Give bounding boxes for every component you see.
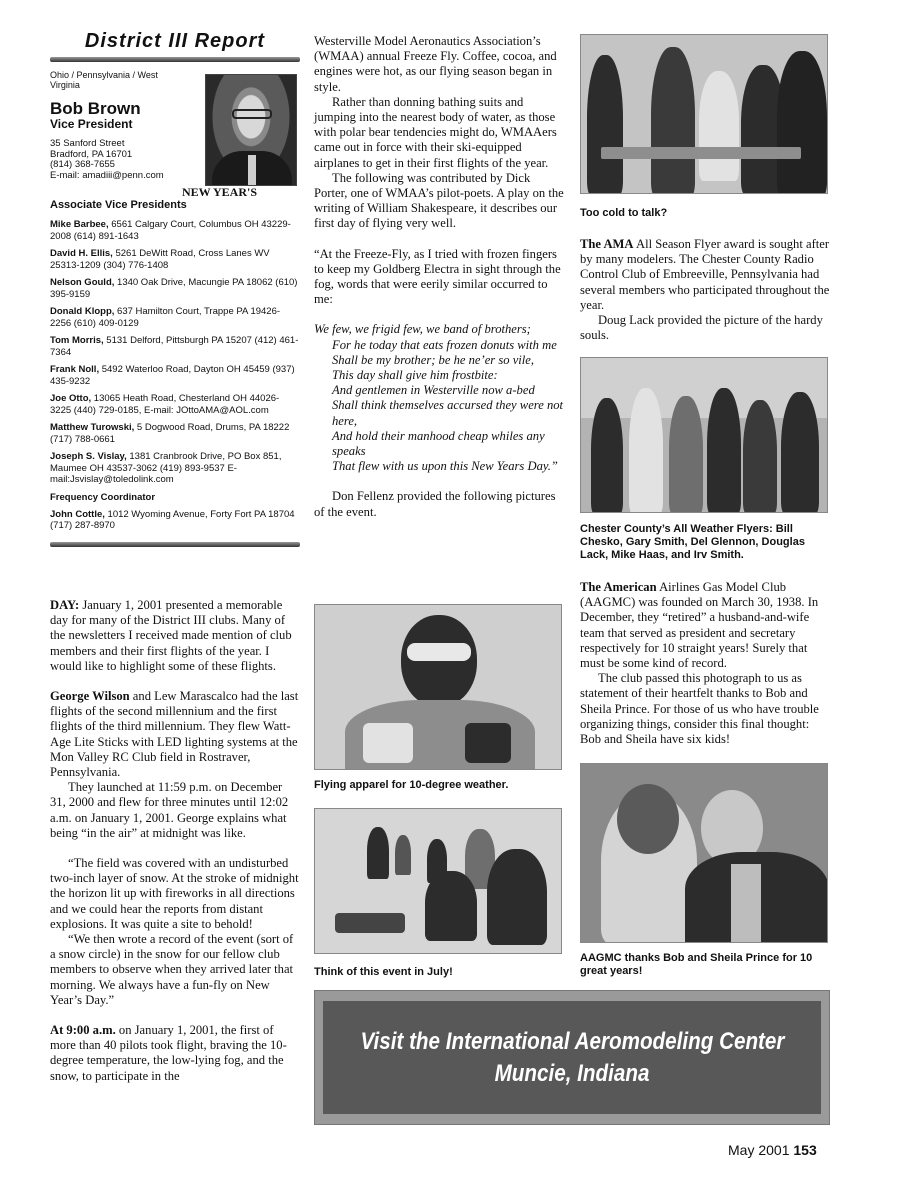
page-number: 153 — [793, 1142, 817, 1158]
ad-banner-inner — [323, 1001, 821, 1114]
paragraph — [580, 237, 832, 313]
associate-info: 5492 Waterloo Road, Dayton OH 45459 (937) 435-9232 — [50, 364, 295, 387]
poem-line: This day shall give him frostbite: — [332, 368, 498, 383]
jacket-panel-shape — [465, 723, 511, 763]
person-shape — [777, 51, 827, 194]
poem-line: And gentlemen in Westerville now a-bed — [332, 383, 535, 398]
column-3-text-top — [580, 237, 832, 343]
photo-too-cold — [580, 34, 828, 194]
paragraph: “The field was covered with an undisturbed two-inch layer of snow. At the stroke of midnight the horizon lit up with fireworks in all directions and we could hear the reports from distant explosions. It was quite a site to behold! — [50, 856, 299, 931]
associate-entry — [50, 248, 300, 271]
associate-info: 1012 Wyoming Avenue, Forty Fort PA 18704 (717) 287-8970 — [50, 508, 295, 531]
paragraph: “We then wrote a record of the event (sort of a snow circle) in the snow for our fellow club members to observe when they arrived later that morning. We always have a fun-fly on New Year’s Day.” — [50, 932, 294, 1007]
paragraph: Westerville Model Aeronautics Association’s (WMAA) annual Freeze Fly. Coffee, cocoa, and engines were hot, as our flying season began in style. — [314, 34, 557, 94]
paragraph-text: and Lew Marascalco had the last flights of the second millennium and the first flights of the third millennium. They flew Watt-Age Lite Sticks with LED lighting systems at the Mon Valley RC Club field in Rostraver, Pennsylvania. — [50, 689, 299, 780]
caption-snow-event: Think of this event in July! — [314, 966, 453, 978]
paragraph: “At the Freeze-Fly, as I tried with frozen fingers to keep my Goldberg Electra in sight through the fog, words that were eerily similar occurred to me: — [314, 246, 561, 307]
paragraph: Doug Lack provided the picture of the hardy souls. — [580, 313, 823, 343]
frequency-coordinator — [50, 509, 300, 532]
person-shape — [743, 400, 777, 513]
associate-name: David H. Ellis, — [50, 248, 113, 259]
associate-info: 637 Hamilton Court, Trappe PA 19426-2256 (610) 409-0129 — [50, 306, 281, 329]
lead-in: DAY: — [50, 598, 80, 612]
associate-name: Frank Noll, — [50, 364, 100, 375]
address-email: E-mail: amadiii@penn.com — [50, 169, 164, 181]
associate-entry — [50, 422, 300, 445]
jacket-panel-shape — [363, 723, 413, 763]
associate-entry — [50, 335, 300, 358]
photo-bob-sheila — [580, 763, 828, 943]
paragraph — [50, 598, 300, 674]
report-title: District III Report — [84, 30, 266, 52]
ad-line-2: Muncie, Indiana — [494, 1059, 650, 1087]
paragraph: Don Fellenz provided the following pictures of the event. — [314, 489, 556, 519]
paragraph-text: January 1, 2001 presented a memorable day for many of the District III clubs. Many of the newsletters I received made mention of club members and their first flights of the year. I would like to highlight some of these flights. — [50, 598, 292, 673]
associate-name: Tom Morris, — [50, 335, 104, 346]
tie-shape — [248, 155, 256, 185]
lead-in: George Wilson — [50, 689, 130, 704]
paragraph: They launched at 11:59 p.m. on December 31, 2000 and flew for three minutes until 12:02 a.m. on January 1, 2001. George explains what being “in the air” at midnight was like. — [50, 780, 289, 840]
person-shape — [487, 849, 547, 945]
region-label: Ohio / Pennsylvania / West Virginia — [50, 70, 158, 90]
associate-entry — [50, 393, 300, 416]
table-shape — [601, 147, 801, 159]
address-line: Bradford, PA 16701 — [50, 148, 133, 160]
poem-line: We few, we frigid few, we band of brothers; — [314, 322, 531, 337]
associate-name: Nelson Gould, — [50, 277, 115, 288]
model-plane-shape — [335, 913, 405, 933]
person-shape — [707, 388, 741, 513]
address-line: (814) 368-7655 — [50, 159, 115, 170]
caption-bob-sheila: AAGMC thanks Bob and Sheila Prince for 10 great years! — [580, 952, 813, 977]
photo-flying-apparel — [314, 604, 562, 770]
article-heading-new-years: NEW YEAR'S — [182, 185, 258, 199]
paragraph — [580, 580, 832, 671]
associate-entry — [50, 277, 300, 300]
goggles-shape — [407, 643, 471, 661]
hood-shape — [401, 615, 477, 707]
person-shape — [669, 396, 703, 513]
vp-title: Vice President — [50, 117, 133, 131]
vp-name: Bob Brown — [50, 99, 141, 118]
frequency-coordinator-heading: Frequency Coordinator — [50, 491, 156, 503]
associate-info: 5261 DeWitt Road, Cross Lanes WV 25313-1209 (304) 776-1408 — [50, 248, 270, 271]
glasses-shape — [232, 109, 272, 119]
hair-shape — [617, 784, 679, 854]
associate-info: 5131 Delford, Pittsburgh PA 15207 (412) 461-7364 — [50, 335, 299, 358]
column-2-text — [314, 34, 564, 520]
associate-name: John Cottle, — [50, 508, 105, 520]
person-shape — [587, 55, 623, 194]
header-rule — [50, 57, 300, 62]
ad-line-1: Visit the International Aeromodeling Center — [360, 1027, 784, 1055]
address-line: 35 Sanford Street — [50, 138, 125, 149]
photo-snow-event — [314, 808, 562, 954]
caption-flying-apparel: Flying apparel for 10-degree weather. — [314, 779, 509, 791]
poem-line: For he today that eats frozen donuts with me — [332, 337, 557, 352]
column-1-text — [50, 598, 300, 1084]
person-shape — [367, 827, 389, 879]
person-shape — [395, 835, 411, 875]
ad-banner[interactable] — [314, 990, 830, 1125]
paragraph: The following was contributed by Dick Porter, one of WMAA’s pilot-poets. A play on the writing of William Shakespeare, it describes our first day of flying very well. — [314, 170, 564, 231]
associate-info: 1340 Oak Drive, Macungie PA 18062 (610) 395-9159 — [50, 277, 298, 300]
vp-portrait-photo — [205, 74, 297, 186]
associate-name: Mike Barbee, — [50, 219, 109, 230]
associate-name: Matthew Turowski, — [50, 422, 135, 433]
poem-line: Shall be my brother; be he ne’er so vile, — [332, 352, 535, 367]
paragraph: Rather than donning bathing suits and jumping into the nearest body of water, as those with polar bear tendencies might do, WMAAers came out in force with their ski-equipped airplanes to get in their first flights of the year. — [314, 94, 557, 170]
report-header — [50, 30, 300, 547]
associate-name: Joe Otto, — [50, 393, 92, 404]
person-shape — [629, 388, 663, 513]
poem-line: That flew with us upon this New Years Day.” — [332, 459, 558, 474]
paragraph-text: All Season Flyer award is sought after by many modelers. The Chester County Radio Control Club of Embreeville, Pennsylvania had several members who participated throughout the year. — [580, 237, 830, 312]
column-3-text-bottom — [580, 580, 832, 747]
associate-name: Donald Klopp, — [50, 306, 115, 317]
person-shape — [591, 398, 623, 513]
issue-date: May 2001 — [728, 1142, 790, 1158]
person-shape — [425, 871, 477, 941]
associate-entry — [50, 451, 300, 486]
associates-heading: Associate Vice Presidents — [50, 199, 187, 211]
associate-info: 6561 Calgary Court, Columbus OH 43229-2008 (614) 891-1643 — [50, 219, 291, 242]
caption-chester-county: Chester County’s All Weather Flyers: Bill Chesko, Gary Smith, Del Glennon, Douglas Lack, Mike Haas, and Irv Smith. — [580, 523, 805, 561]
paragraph-text: on January 1, 2001, the first of more than 40 pilots took flight, braving the 10-degree temperature, the low-lying fog, and the snow, to participate in the — [50, 1023, 287, 1083]
paragraph-text: Airlines Gas Model Club (AAGMC) was founded on March 30, 1938. In December, they “retired” a husband-and-wife team that served as president and secretary respectively for 10 straight years! Surely that must be some kind of record. — [580, 580, 819, 671]
paragraph: The club passed this photograph to us as statement of their heartfelt thanks to Bob and Sheila Prince. For those of us who have trouble organizing things, consider this final thought: Bob and Sheila have six kids! — [580, 671, 819, 747]
lead-in: The AMA — [580, 237, 634, 251]
associate-entry — [50, 306, 300, 329]
shirt-stripe-shape — [731, 864, 761, 943]
associate-info: 13065 Heath Road, Chesterland OH 44026-3225 (440) 729-0185, E-mail: JOttoAMA@AOL.com — [50, 393, 280, 416]
associate-name: Joseph S. Vislay, — [50, 451, 127, 462]
associate-entry — [50, 364, 300, 387]
photo-chester-county — [580, 357, 828, 513]
caption-too-cold: Too cold to talk? — [580, 207, 668, 219]
associate-entry — [50, 219, 300, 242]
associates-list — [50, 219, 300, 486]
lead-in: At 9:00 a.m. — [50, 1023, 116, 1038]
person-shape — [699, 71, 739, 181]
lead-in: The American — [580, 580, 657, 594]
person-shape — [651, 47, 695, 194]
associate-info: 5 Dogwood Road, Drums, PA 18222 (717) 788-0661 — [50, 422, 290, 445]
associate-entry — [50, 509, 300, 532]
person-shape — [781, 392, 819, 513]
page-footer — [728, 1142, 817, 1158]
poem-line: And hold their manhood cheap whiles any speaks — [332, 428, 545, 459]
associate-info: 1381 Cranbrook Drive, PO Box 851, Maumee OH 43537-3062 (419) 893-9537 E-mail:Jsvislay@toledolink.com — [50, 451, 282, 485]
header-bottom-rule — [50, 542, 300, 547]
paragraph — [50, 1023, 300, 1084]
poem-line: Shall think themselves accursed they were not here, — [332, 398, 564, 428]
paragraph — [50, 689, 300, 780]
poem — [314, 322, 564, 474]
